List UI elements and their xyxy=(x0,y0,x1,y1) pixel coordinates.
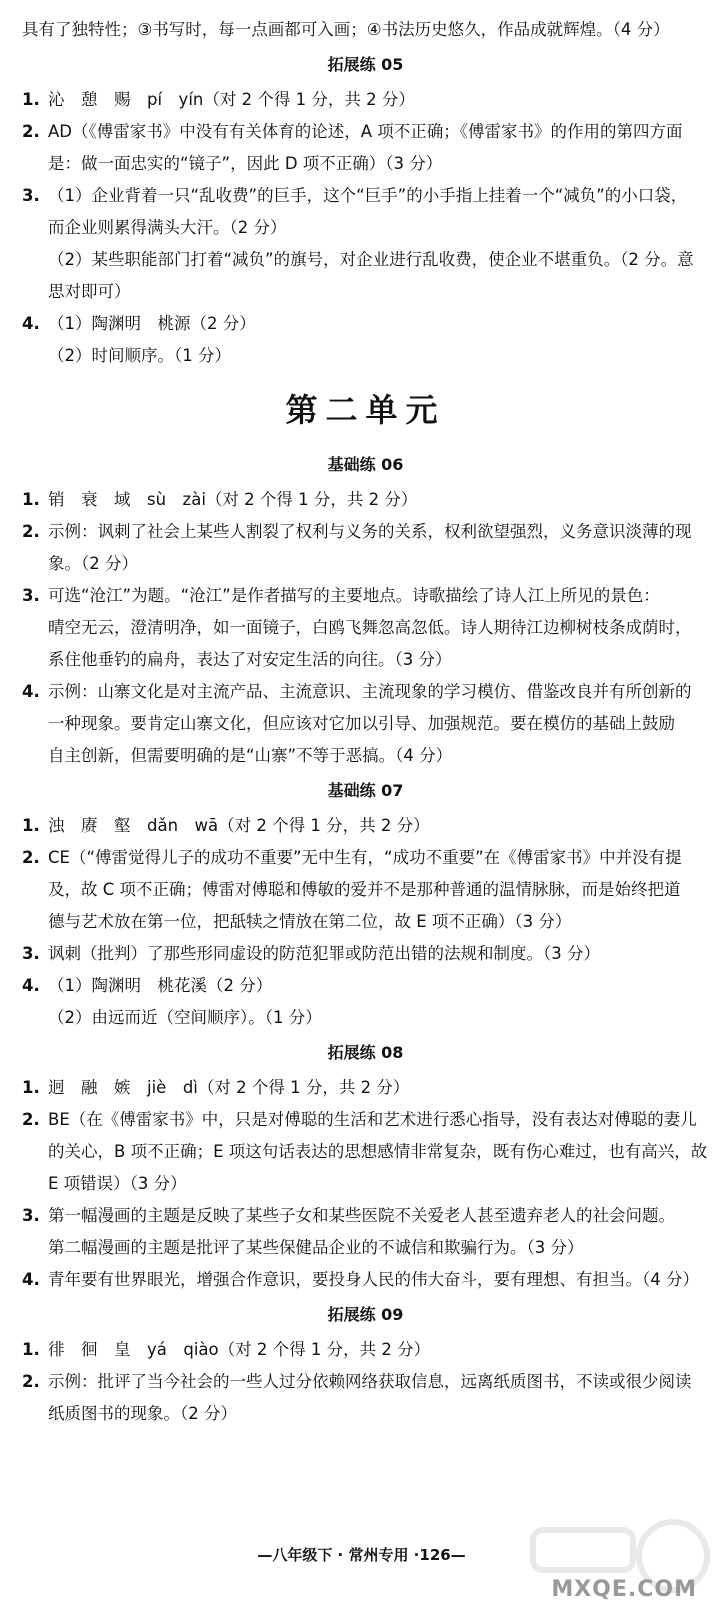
item-number: 2. xyxy=(22,1110,40,1129)
answer-item xyxy=(22,580,709,612)
item-text: 示例：山寨文化是对主流产品、主流意识、主流现象的学习模仿、借鉴改良并有所创新的 xyxy=(48,682,692,701)
item-text: 可选“沧江”为题。“沧江”是作者描写的主要地点。诗歌描绘了诗人江上所见的景色： xyxy=(48,586,660,605)
item-text-continued: 第二幅漫画的主题是批评了某些保健品企业的不诚信和欺骗行为。（3 分） xyxy=(48,1238,584,1257)
item-text: 迥 融 嫉 jiè dì（对 2 个得 1 分，共 2 分） xyxy=(48,1078,410,1097)
answer-item xyxy=(22,180,709,212)
item-number: 1. xyxy=(22,490,40,509)
item-text: 沁 憩 赐 pí yín（对 2 个得 1 分，共 2 分） xyxy=(48,90,415,109)
item-number: 1. xyxy=(22,816,40,835)
answer-item xyxy=(22,1104,709,1136)
section-heading: 基础练 06 xyxy=(327,455,404,474)
answer-item xyxy=(22,1200,709,1232)
item-text: 讽刺（批判）了那些形同虚设的防范犯罪或防范出错的法规和制度。（3 分） xyxy=(48,944,600,963)
item-text-continued: 自主创新，但需要明确的是“山寨”不等于恶搞。（4 分） xyxy=(48,746,453,765)
item-text-continued: 思对即可） xyxy=(48,282,131,301)
item-text: CE（“傅雷觉得儿子的成功不重要”无中生有，“成功不重要”在《傅雷家书》中并没有提 xyxy=(48,848,682,867)
item-text-continued: 纸质图书的现象。（2 分） xyxy=(48,1404,237,1423)
item-number: 4. xyxy=(22,1270,40,1289)
item-number: 4. xyxy=(22,976,40,995)
answer-page xyxy=(0,14,723,1614)
item-number: 3. xyxy=(22,1206,40,1225)
item-number: 3. xyxy=(22,586,40,605)
section-tuozhan-08 xyxy=(22,1034,709,1296)
item-text: 第一幅漫画的主题是反映了某些子女和某些医院不关爱老人甚至遗弃老人的社会问题。 xyxy=(48,1206,675,1225)
answer-item xyxy=(22,1264,709,1296)
item-text: 示例：讽刺了社会上某些人割裂了权利与义务的关系，权利欲望强烈，义务意识淡薄的现 xyxy=(48,522,692,541)
section-tuozhan-09 xyxy=(22,1296,709,1430)
answer-item xyxy=(22,938,709,970)
answer-item xyxy=(22,516,709,548)
answer-item xyxy=(22,308,709,340)
item-text-continued: 象。（2 分） xyxy=(48,554,138,573)
answer-item xyxy=(22,842,709,874)
item-text-continued: E 项错误）（3 分） xyxy=(48,1174,187,1193)
item-number: 2. xyxy=(22,848,40,867)
item-text-continued: 一种现象。要肯定山寨文化，但应该对它加以引导、加强规范。要在模仿的基础上鼓励 xyxy=(48,714,675,733)
section-heading: 拓展练 09 xyxy=(327,1305,404,1324)
answer-item xyxy=(22,116,709,148)
item-text-continued: 的关心，B 项不正确；E 项这句话表达的思想感情非常复杂，既有伤心难过，也有高兴，故 xyxy=(48,1142,708,1161)
answer-item xyxy=(22,84,709,116)
watermark-text: MXQE.COM xyxy=(551,1577,697,1602)
answer-item xyxy=(22,1072,709,1104)
item-number: 2. xyxy=(22,122,40,141)
item-text: （1）陶渊明 桃源（2 分） xyxy=(48,314,256,333)
section-heading: 基础练 07 xyxy=(327,781,404,800)
item-text-continued: 德与艺术放在第一位，把舐犊之情放在第二位，故 E 项不正确）（3 分） xyxy=(48,912,572,931)
answer-item xyxy=(22,970,709,1002)
item-text-continued: （2）时间顺序。（1 分） xyxy=(48,346,231,365)
item-text: 浊 赓 壑 dǎn wā（对 2 个得 1 分，共 2 分） xyxy=(48,816,430,835)
item-text: AD（《傅雷家书》中没有有关体育的论述，A 项不正确；《傅雷家书》的作用的第四方面 xyxy=(48,122,683,141)
item-number: 1. xyxy=(22,90,40,109)
answer-item xyxy=(22,484,709,516)
section-heading: 拓展练 08 xyxy=(327,1043,404,1062)
item-number: 4. xyxy=(22,682,40,701)
item-text-continued: （2）由远而近（空间顺序）。（1 分） xyxy=(48,1008,322,1027)
item-number: 3. xyxy=(22,186,40,205)
page-footer: —八年级下 · 常州专用 ·126— xyxy=(257,1546,466,1564)
item-text: BE（在《傅雷家书》中，只是对傅聪的生活和艺术进行悉心指导，没有表达对傅聪的妻儿 xyxy=(48,1110,697,1129)
unit-title: 第二单元 xyxy=(285,391,446,429)
item-text-continued: 而企业则累得满头大汗。（2 分） xyxy=(48,218,287,237)
item-text: 销 衰 域 sù zài（对 2 个得 1 分，共 2 分） xyxy=(48,490,418,509)
item-text: 徘 徊 皇 yá qiào（对 2 个得 1 分，共 2 分） xyxy=(48,1340,431,1359)
item-text: 示例：批评了当今社会的一些人过分依赖网络获取信息，远离纸质图书，不读或很少阅读 xyxy=(48,1372,692,1391)
item-text: （1）陶渊明 桃花溪（2 分） xyxy=(48,976,273,995)
section-heading: 拓展练 05 xyxy=(327,55,404,74)
item-number: 1. xyxy=(22,1078,40,1097)
item-number: 2. xyxy=(22,1372,40,1391)
item-number: 4. xyxy=(22,314,40,333)
answer-item xyxy=(22,1366,709,1398)
section-jichu-06 xyxy=(22,446,709,772)
item-text-continued: 及，故 C 项不正确；傅雷对傅聪和傅敏的爱并不是那种普通的温情脉脉，而是始终把道 xyxy=(48,880,681,899)
item-text: 青年要有世界眼光，增强合作意识，要投身人民的伟大奋斗，要有理想、有担当。（4 分） xyxy=(48,1270,699,1289)
item-text-continued: 系住他垂钓的扁舟，表达了对安定生活的向往。（3 分） xyxy=(48,650,452,669)
item-number: 1. xyxy=(22,1340,40,1359)
item-text-continued: （2）某些职能部门打着“减负”的旗号，对企业进行乱收费，使企业不堪重负。（2 分。意 xyxy=(48,250,694,269)
section-jichu-07 xyxy=(22,772,709,1034)
item-text-continued: 晴空无云，澄清明净，如一面镜子，白鸥飞舞忽高忽低。诗人期待江边柳树枝条成荫时， xyxy=(48,618,692,637)
item-number: 3. xyxy=(22,944,40,963)
answer-item xyxy=(22,676,709,708)
intro-line: 具有了独特性；③书写时，每一点画都可入画；④书法历史悠久，作品成就辉煌。（4 分） xyxy=(22,20,670,39)
answer-item xyxy=(22,810,709,842)
item-number: 2. xyxy=(22,522,40,541)
answer-item xyxy=(22,1334,709,1366)
section-tuozhan-05 xyxy=(22,46,709,372)
item-text-continued: 是：做一面忠实的“镜子”，因此 D 项不正确）（3 分） xyxy=(48,154,443,173)
item-text: （1）企业背着一只“乱收费”的巨手，这个“巨手”的小手指上挂着一个“减负”的小口袋， xyxy=(48,186,688,205)
